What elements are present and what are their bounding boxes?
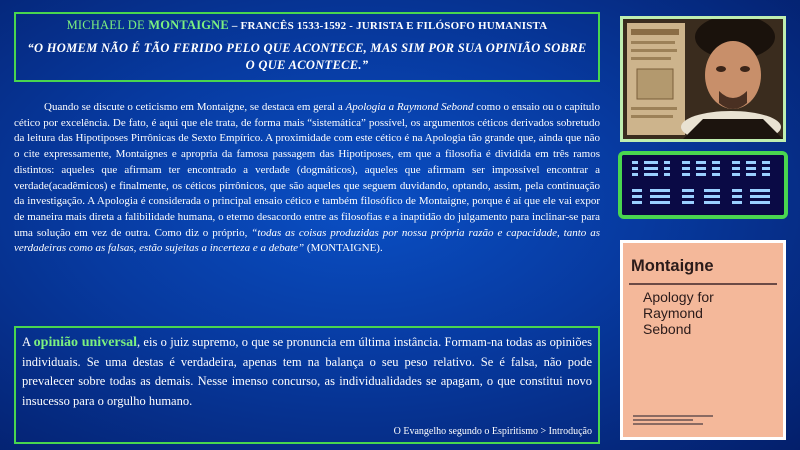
quote-box: [14, 326, 600, 444]
body-paragraph: [14, 100, 600, 257]
book-cover-image: [620, 240, 786, 440]
body-text-b: como o ensaio ou o capítulo cético por excelência. De fato, é aqui que ele trata, de forma mais “sistemática” possível, os argumentos céticos derivados sobretudo da leitura das Hipotiposes Pirrônicas de Sexto Empírico. A proximidade com este cético é na Apologia tão grande que, ainda que não o cite expressamente, Montaignes e apropria da famosa passagem das Hipotiposes, em que a filosofia é dividida em três ramos distintos: aqueles que afirmam ter encontrado a verdade (dogmáticos), aqueles que afirmam ser impossível encontrar a verdade(acadêmicos) e finalmente, os céticos pirrônicos, que são aqueles que seguem duvidando, optando, assim, pela continuação da investigação. A Apologia é considerada o principal ensaio cético e também filosófico de Montaigne, porque é aí que ele vai expor de maneira mais direta a falibilidade humana, o eterno desacordo entre as filosofias e a inaptidão do julgamento para inclinar-se para uma solução em vez de outra. Como diz o próprio,: [14, 101, 600, 239]
portrait-drawing: [623, 19, 783, 139]
book-subtitle-line-2: Raymond: [643, 305, 703, 321]
book-title-rule: [629, 283, 777, 285]
quote-box-body: , eis o juiz supremo, o que se pronuncia em última instância. Formam-na todas as opiniões individuais. Se uma destas é verdadeira, apenas tem na balança o seu peso relativo. Se é falsa, não pode prevalecer sobre todas as demais. Nesse imenso concurso, as individualidades se apagam, o que constitui novo insucesso para o orgulho humano.: [22, 335, 592, 408]
book-subtitle-line-1: Apology for: [643, 289, 714, 305]
book-subtitle-line-3: Sebond: [643, 321, 692, 337]
book-title: Montaigne: [631, 257, 714, 275]
body-text-quote: “todas as coisas produzidas por nossa própria razão e capacidade, tanto as verdadeiras como as falsas, estão sujeitas a incerteza e a debate”: [14, 226, 600, 255]
quote-box-lead: A: [22, 335, 34, 349]
header-quote: “O HOMEM NÃO É TÃO FERIDO PELO QUE ACONTECE, MAS SIM POR SUA OPINIÃO SOBRE O QUE ACONTECE.”: [27, 41, 587, 72]
quote-box-highlight: opinião universal: [33, 335, 137, 350]
quote-box-source: O Evangelho segundo o Espiritismo > Introdução: [393, 426, 592, 437]
header-title: [24, 17, 590, 34]
body-text-end: (MONTAIGNE).: [304, 242, 383, 255]
logo-image: [618, 151, 788, 219]
logo-drawing: [622, 155, 784, 215]
body-text-italic: Apologia a Raymond Sebond: [345, 101, 474, 113]
quote-box-text: [22, 333, 592, 411]
header-name-highlight: MONTAIGNE: [148, 18, 229, 32]
title-box: [14, 12, 600, 82]
header-name: MICHAEL DE: [66, 18, 149, 32]
book-subtitle: [643, 289, 714, 337]
portrait-image: [620, 16, 786, 142]
header-subtitle: – FRANCÊS 1533-1592 - JURISTA E FILÓSOFO HUMANISTA: [228, 20, 548, 32]
book-credit-lines: [633, 413, 723, 427]
body-text-a: Quando se discute o ceticismo em Montaigne, se destaca em geral a: [44, 101, 346, 113]
